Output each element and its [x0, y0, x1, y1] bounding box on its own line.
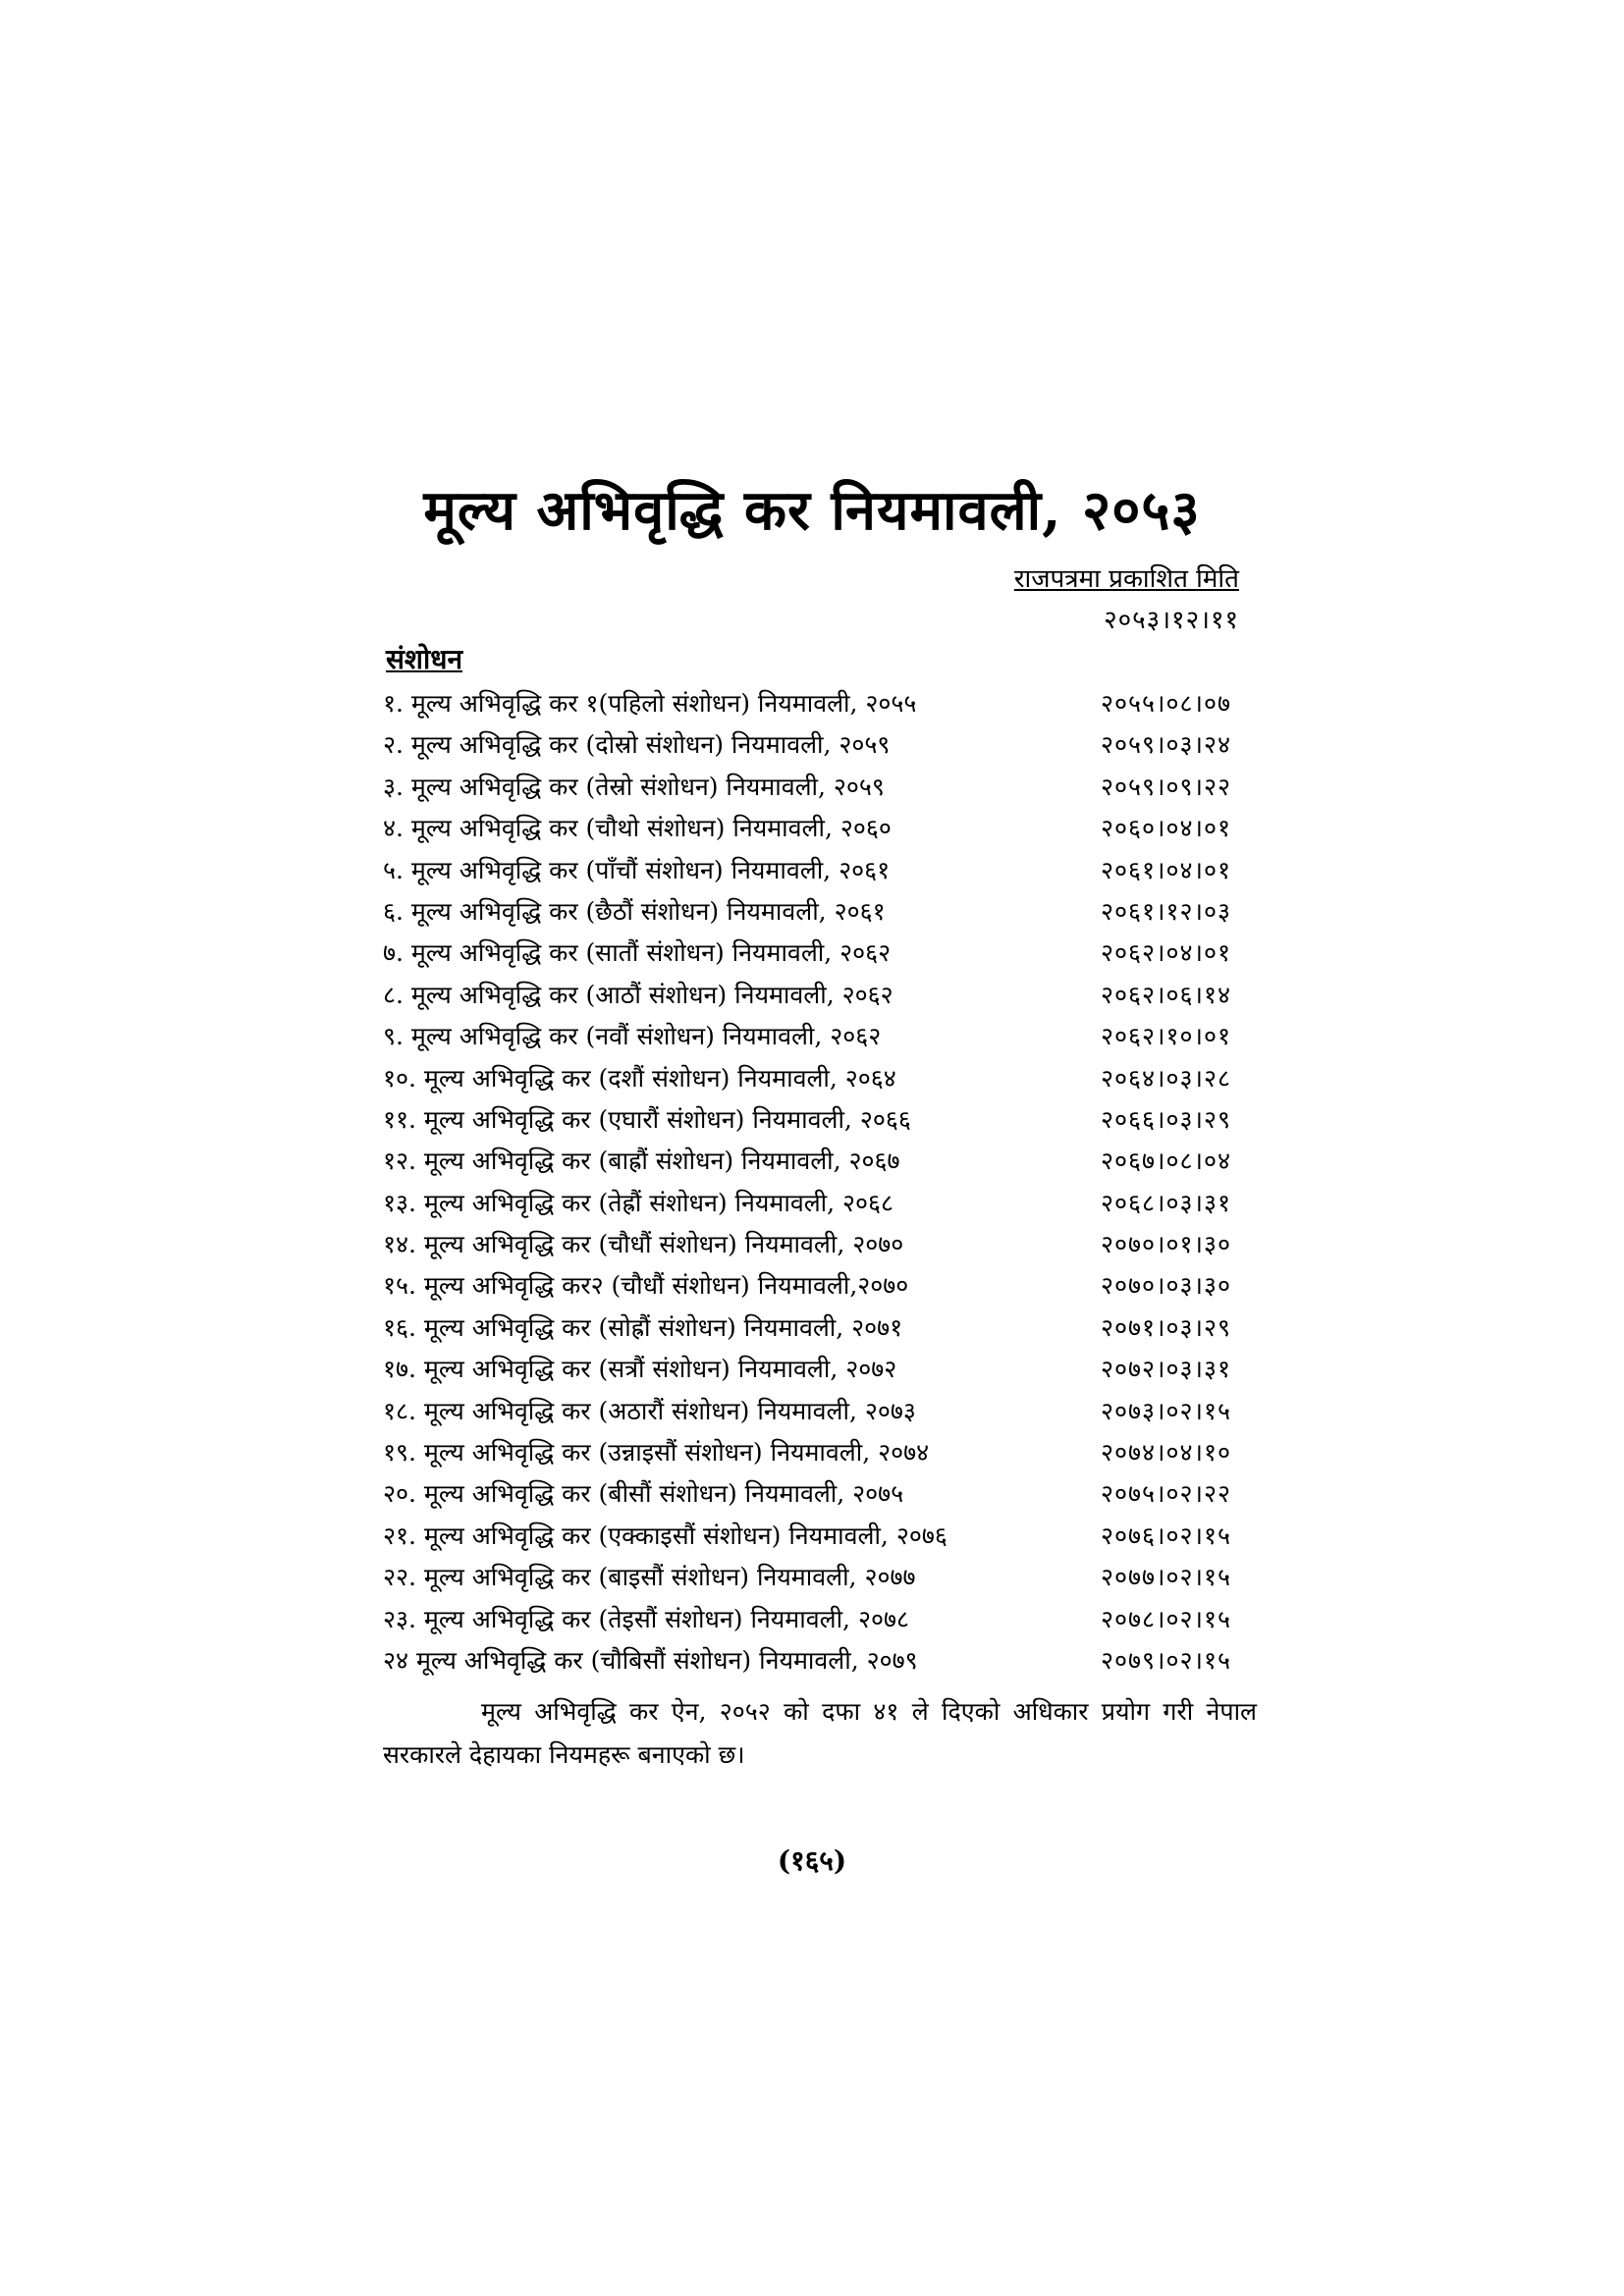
amendment-date: २०५९।०३।२४: [1101, 730, 1231, 760]
amendment-title: १४. मूल्य अभिवृद्धि कर (चौधौं संशोधन) नियमावली, २०७०: [383, 1230, 904, 1259]
amendment-title: १६. मूल्य अभिवृद्धि कर (सोह्रौं संशोधन) नियमावली, २०७१: [383, 1312, 903, 1342]
amendment-date: २०६२।०६।१४: [1101, 980, 1231, 1009]
amendment-row: [383, 1308, 1257, 1349]
amendment-date: २०६२।०४।०१: [1101, 938, 1231, 968]
amendment-row: [383, 1141, 1257, 1182]
amendment-row: [383, 1473, 1257, 1515]
amendments-list: [383, 683, 1257, 1682]
amendment-row: [383, 1432, 1257, 1473]
amendment-title: ६. मूल्य अभिवृद्धि कर (छैठौं संशोधन) नियमावली, २०६१: [383, 896, 886, 926]
amendments-heading: संशोधन: [386, 643, 462, 675]
amendment-date: २०७१।०३।२९: [1101, 1312, 1231, 1342]
amendment-row: [383, 1557, 1257, 1598]
amendment-title: २४ मूल्य अभिवृद्धि कर (चौबिसौं संशोधन) नियमावली, २०७९: [383, 1645, 918, 1675]
amendment-row: [383, 1599, 1257, 1640]
page-title: मूल्य अभिवृद्धि कर नियमावली, २०५३: [423, 478, 1201, 543]
amendment-date: २०६६।०३।२९: [1101, 1104, 1231, 1134]
amendment-date: २०७३।०२।१५: [1101, 1396, 1231, 1425]
amendment-row: [383, 767, 1257, 808]
amendment-row: [383, 1183, 1257, 1224]
amendment-title: १३. मूल्य अभिवृद्धि कर (तेह्रौं संशोधन) नियमावली, २०६८: [383, 1188, 894, 1217]
amendment-row: [383, 1391, 1257, 1432]
amendment-date: २०५५।०८।०७: [1101, 689, 1231, 718]
amendment-date: २०६१।०४।०१: [1101, 855, 1231, 884]
amendment-row: [383, 1516, 1257, 1557]
amendment-row: [383, 683, 1257, 724]
page-number: (१६५): [777, 1844, 847, 1877]
amendment-row: [383, 1349, 1257, 1390]
amendment-title: ११. मूल्य अभिवृद्धि कर (एघारौं संशोधन) नियमावली, २०६६: [383, 1104, 911, 1134]
amendment-title: ८. मूल्य अभिवृद्धि कर (आठौं संशोधन) नियमावली, २०६२: [383, 980, 893, 1009]
amendment-title: १२. मूल्य अभिवृद्धि कर (बाह्रौं संशोधन) नियमावली, २०६७: [383, 1147, 900, 1176]
amendment-row: [383, 808, 1257, 849]
amendment-date: २०७५।०२।२२: [1101, 1479, 1231, 1509]
amendment-row: [383, 1640, 1257, 1682]
amendment-row: [383, 1099, 1257, 1141]
amendment-title: २३. मूल्य अभिवृद्धि कर (तेइसौं संशोधन) नियमावली, २०७८: [383, 1604, 909, 1633]
amendment-date: २०७०।०१।३०: [1101, 1230, 1231, 1259]
amendment-title: १०. मूल्य अभिवृद्धि कर (दशौं संशोधन) नियमावली, २०६४: [383, 1063, 896, 1093]
amendment-date: २०६१।१२।०३: [1101, 896, 1231, 926]
amendment-title: ३. मूल्य अभिवृद्धि कर (तेस्रो संशोधन) नियमावली, २०५९: [383, 772, 885, 801]
amendment-row: [383, 1058, 1257, 1099]
amendment-title: १९. मूल्य अभिवृद्धि कर (उन्नाइसौं संशोधन) नियमावली, २०७४: [383, 1438, 930, 1468]
amendment-title: १७. मूल्य अभिवृद्धि कर (सत्रौं संशोधन) नियमावली, २०७२: [383, 1355, 897, 1384]
preamble-paragraph: मूल्य अभिवृद्धि कर ऐन, २०५२ को दफा ४१ ले दिएको अधिकार प्रयोग गरी नेपाल सरकारले देहायका नियमहरू बनाएको छ।: [383, 1697, 1257, 1769]
amendment-title: १५. मूल्य अभिवृद्धि कर२ (चौधौं संशोधन) नियमावली,२०७०: [383, 1271, 909, 1301]
amendment-date: २०७४।०४।१०: [1101, 1438, 1231, 1468]
amendment-title: २२. मूल्य अभिवृद्धि कर (बाइसौं संशोधन) नियमावली, २०७७: [383, 1563, 916, 1592]
amendment-date: २०५९।०९।२२: [1101, 772, 1231, 801]
gazette-label: राजपत्रमा प्रकाशित मिति: [1013, 564, 1239, 594]
amendment-date: २०६४।०३।२८: [1101, 1063, 1231, 1093]
amendment-title: ४. मूल्य अभिवृद्धि कर (चौथो संशोधन) नियमावली, २०६०: [383, 814, 892, 843]
amendment-title: ७. मूल्य अभिवृद्धि कर (सातौं संशोधन) नियमावली, २०६२: [383, 938, 892, 968]
amendment-row: [383, 724, 1257, 766]
amendment-title: २. मूल्य अभिवृद्धि कर (दोस्रो संशोधन) नियमावली, २०५९: [383, 730, 891, 760]
amendment-date: २०६०।०४।०१: [1101, 814, 1231, 843]
amendment-row: [383, 975, 1257, 1016]
amendment-row: [383, 1016, 1257, 1057]
amendment-title: १. मूल्य अभिवृद्धि कर १(पहिलो संशोधन) नियमावली, २०५५: [383, 689, 917, 718]
amendment-date: २०७२।०३।३१: [1101, 1355, 1231, 1384]
amendment-title: १८. मूल्य अभिवृद्धि कर (अठारौं संशोधन) नियमावली, २०७३: [383, 1396, 916, 1425]
amendment-row: [383, 891, 1257, 933]
amendment-row: [383, 933, 1257, 974]
amendment-title: ५. मूल्य अभिवृद्धि कर (पाँचौं संशोधन) नियमावली, २०६१: [383, 855, 891, 884]
gazette-date: २०५३।१२।११: [1104, 606, 1239, 635]
amendment-title: २१. मूल्य अभिवृद्धि कर (एक्काइसौं संशोधन) नियमावली, २०७६: [383, 1521, 947, 1550]
amendment-date: २०६८।०३।३१: [1101, 1188, 1231, 1217]
amendment-date: २०६२।१०।०१: [1101, 1022, 1231, 1051]
amendment-date: २०७८।०२।१५: [1101, 1604, 1231, 1633]
amendment-row: [383, 850, 1257, 891]
amendment-date: २०७०।०३।३०: [1101, 1271, 1231, 1301]
amendment-title: २०. मूल्य अभिवृद्धि कर (बीसौं संशोधन) नियमावली, २०७५: [383, 1479, 904, 1509]
amendment-row: [383, 1265, 1257, 1307]
amendment-date: २०६७।०८।०४: [1101, 1147, 1231, 1176]
amendment-date: २०७६।०२।१५: [1101, 1521, 1231, 1550]
amendment-date: २०७७।०२।१५: [1101, 1563, 1231, 1592]
amendment-title: ९. मूल्य अभिवृद्धि कर (नवौं संशोधन) नियमावली, २०६२: [383, 1022, 882, 1051]
amendment-date: २०७९।०२।१५: [1101, 1645, 1231, 1675]
amendment-row: [383, 1224, 1257, 1265]
